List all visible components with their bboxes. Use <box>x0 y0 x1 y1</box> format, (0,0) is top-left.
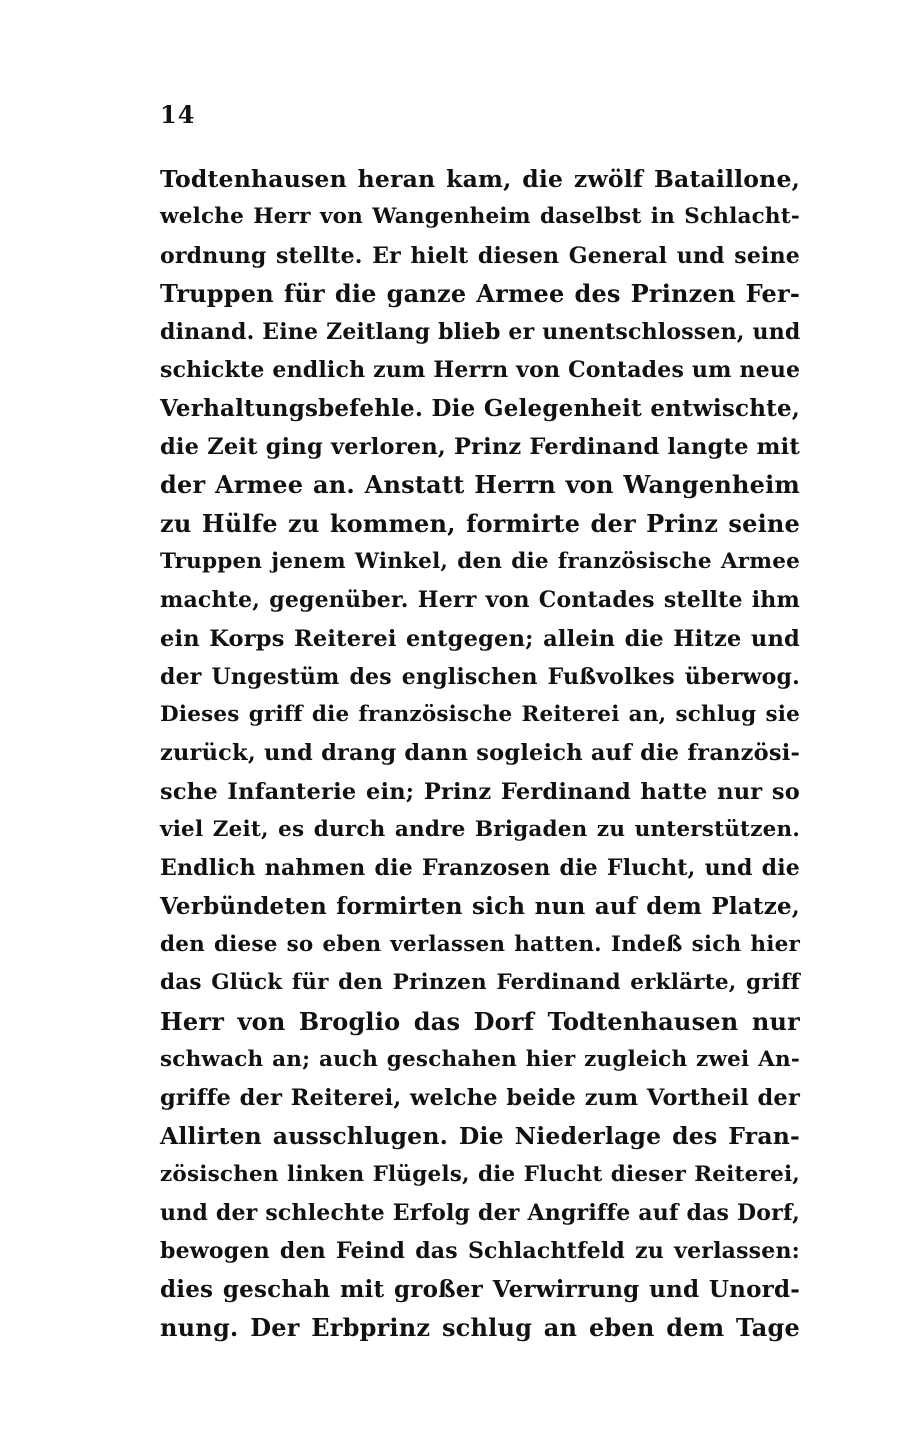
text-line: Verbündeten formirten sich nun auf dem Platze, <box>160 892 800 920</box>
text-line: zurück, und drang dann sogleich auf die französi- <box>160 740 800 767</box>
text-line: nung. Der Erbprinz schlug an eben dem Tage <box>160 1312 800 1342</box>
text-line: der Armee an. Anstatt Herrn von Wangenheim <box>160 470 800 500</box>
text-line: viel Zeit, es durch andre Brigaden zu unterstützen. <box>160 817 800 843</box>
text-line: welche Herr von Wangenheim daselbst in Schlacht- <box>160 204 800 230</box>
text-line: Dieses griff die französische Reiterei an, schlug sie <box>160 702 800 728</box>
text-line: und der schlechte Erfolg der Angriffe auf das Dorf, <box>160 1200 800 1227</box>
text-line: Verhaltungsbefehle. Die Gelegenheit entwischte, <box>160 394 800 422</box>
text-line: Herr von Broglio das Dorf Todtenhausen nur <box>160 1006 800 1036</box>
text-line: den diese so eben verlassen hatten. Indeß sich hier <box>160 931 800 957</box>
text-line: sche Infanterie ein; Prinz Ferdinand hatte nur so <box>160 778 800 805</box>
body-text <box>160 160 800 1347</box>
text-line: machte, gegenüber. Herr von Contades stellte ihm <box>160 587 800 614</box>
text-line: der Ungestüm des englischen Fußvolkes überwog. <box>160 663 800 690</box>
text-line: schwach an; auch geschahen hier zugleich zwei An- <box>160 1046 800 1072</box>
text-line: Endlich nahmen die Franzosen die Flucht, und die <box>160 855 800 882</box>
text-line: zösischen linken Flügels, die Flucht dieser Reiterei, <box>160 1161 800 1187</box>
text-line: Allirten ausschlugen. Die Niederlage des Fran- <box>160 1122 800 1151</box>
text-line: schickte endlich zum Herrn von Contades um neue <box>160 357 801 384</box>
text-line: Truppen für die ganze Armee des Prinzen Fer- <box>160 278 800 308</box>
text-line: Truppen jenem Winkel, den die französische Armee <box>160 548 800 574</box>
text-line: griffe der Reiterei, welche beide zum Vortheil der <box>160 1085 800 1112</box>
text-line: ein Korps Reiterei entgegen; allein die Hitze und <box>160 625 800 652</box>
text-line: dinand. Eine Zeitlang blieb er unentschlossen, und <box>160 319 801 346</box>
text-line: bewogen den Feind das Schlachtfeld zu verlassen: <box>160 1238 800 1265</box>
text-line: Todtenhausen heran kam, die zwölf Bataillone, <box>160 165 800 193</box>
text-line: ordnung stellte. Er hielt diesen General und seine <box>160 242 800 269</box>
text-line: die Zeit ging verloren, Prinz Ferdinand langte mit <box>160 434 800 461</box>
text-line: das Glück für den Prinzen Ferdinand erklärte, griff <box>160 970 800 996</box>
page-number: 14 <box>160 100 196 129</box>
text-line: zu Hülfe zu kommen, formirte der Prinz seine <box>160 508 800 538</box>
text-line: dies geschah mit großer Verwirrung und Unord- <box>160 1275 800 1303</box>
